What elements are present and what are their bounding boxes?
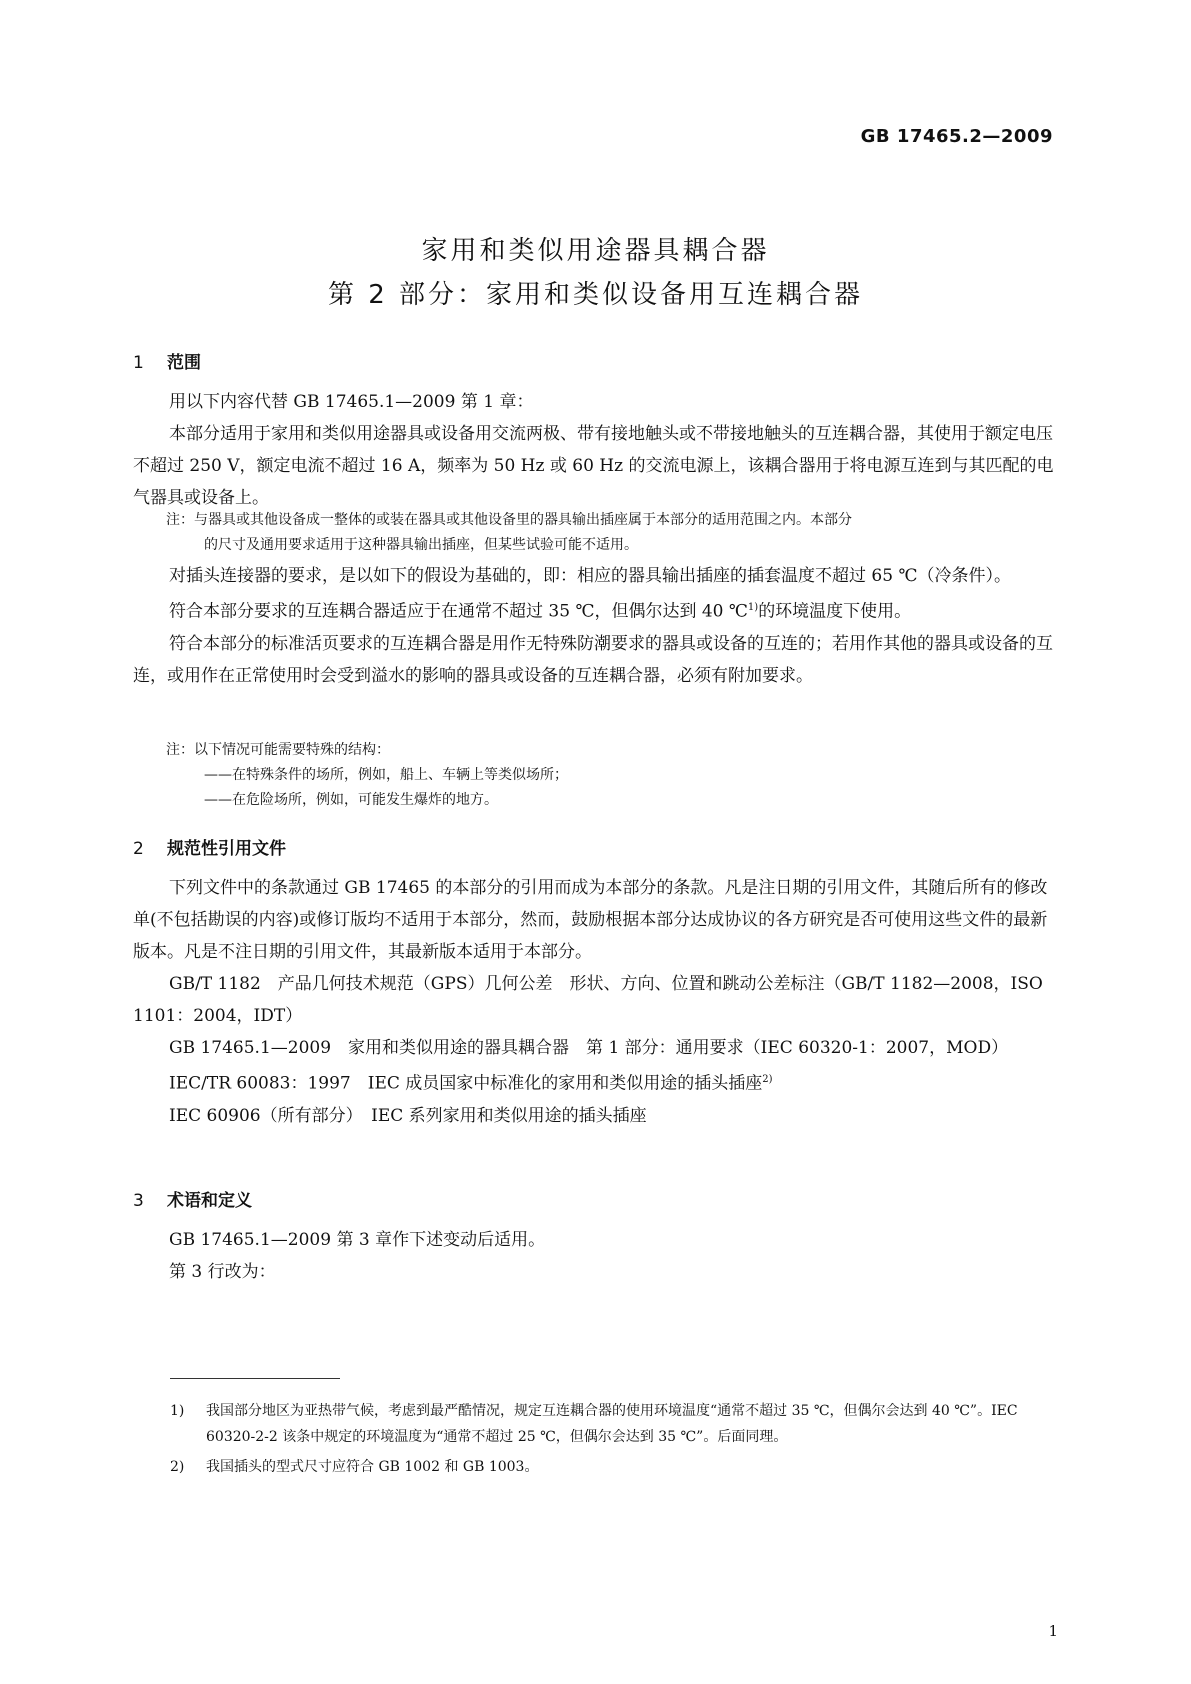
section-2-heading [133, 834, 286, 859]
footnote-text: 我国插头的型式尺寸应符合 GB 1002 和 GB 1003。 [206, 1459, 539, 1475]
paragraph: GB 17465.1—2009 第 3 章作下述变动后适用。 [169, 1230, 546, 1250]
footnote [170, 1398, 1060, 1450]
section-title: 规范性引用文件 [167, 839, 286, 859]
reference-item: IEC 60906（所有部分） IEC 系列家用和类似用途的插头插座 [169, 1105, 647, 1126]
note-list-item: ——在特殊条件的场所，例如，船上、车辆上等类似场所； [204, 767, 568, 783]
section-title: 范围 [167, 353, 201, 373]
section-number: 3 [133, 1191, 144, 1211]
note-text-continued: 的尺寸及通用要求适用于这种器具输出插座，但某些试验可能不适用。 [204, 537, 638, 553]
section-title: 术语和定义 [167, 1191, 252, 1211]
footnote-text: 我国部分地区为亚热带气候，考虑到最严酷情况，规定互连耦合器的使用环境温度“通常不超过 35 ℃，但偶尔会达到 40 ℃”。IEC 60320-2-2 该条中规定的环境温度为“通常不超过 25 ℃，但偶尔会达到 35 ℃”。后面同理。 [206, 1403, 1018, 1445]
paragraph-text: 的环境温度下使用。 [758, 601, 912, 622]
footnote-ref: 1) [747, 602, 759, 613]
note-text: 注：以下情况可能需要特殊的结构： [166, 742, 390, 758]
section-1-body-cont [133, 560, 1059, 692]
section-number: 1 [133, 353, 144, 373]
paragraph: 第 3 行改为： [169, 1262, 276, 1282]
paragraph: 符合本部分的标准活页要求的互连耦合器是用作无特殊防潮要求的器具或设备的互连的；若用作其他的器具或设备的互连，或用作在正常使用时会受到溢水的影响的器具或设备的互连耦合器，必须有附加要求。 [133, 633, 1053, 686]
paragraph: 下列文件中的条款通过 GB 17465 的本部分的引用而成为本部分的条款。凡是注日期的引用文件，其随后所有的修改单(不包括勘误的内容)或修订版均不适用于本部分，然而，鼓励根据本部分达成协议的各方研究是否可使用这些文件的最新版本。凡是不注日期的引用文件，其最新版本适用于本部分。 [133, 878, 1048, 962]
section-1-heading [133, 348, 201, 373]
footnotes [170, 1398, 1060, 1480]
reference-item [133, 1064, 1059, 1100]
paragraph-text: 符合本部分要求的互连耦合器适应于在通常不超过 35 ℃，但偶尔达到 40 ℃ [169, 601, 748, 622]
note-text: 注：与器具或其他设备成一整体的或装在器具或其他设备里的器具输出插座属于本部分的适用范围之内。本部分 [166, 512, 852, 528]
paragraph: 用以下内容代替 GB 17465.1—2009 第 1 章： [169, 392, 534, 412]
section-3-body [133, 1224, 1059, 1288]
page-number: 1 [1048, 1622, 1058, 1640]
section-1-body [133, 386, 1059, 514]
section-number: 2 [133, 839, 144, 859]
paragraph: 对插头连接器的要求，是以如下的假设为基础的，即：相应的器具输出插座的插套温度不超过 65 ℃（冷条件）。 [169, 566, 1011, 586]
note [166, 738, 1059, 813]
reference-text: IEC/TR 60083：1997 IEC 成员国家中标准化的家用和类似用途的插头插座 [169, 1073, 763, 1094]
footnote [170, 1454, 1060, 1480]
footnote-separator [170, 1378, 340, 1379]
document-title: 家用和类似用途器具耦合器 [421, 236, 770, 266]
reference-item: GB/T 1182 产品几何技术规范（GPS）几何公差 形状、方向、位置和跳动公差标注（GB/T 1182—2008，ISO 1101：2004，IDT） [133, 974, 1043, 1026]
section-3-heading [133, 1186, 252, 1211]
footnote-ref: 2) [762, 1074, 773, 1085]
footnote-mark: 2) [170, 1459, 185, 1475]
footnote-mark: 1) [170, 1403, 185, 1419]
note [166, 508, 1059, 558]
reference-item: GB 17465.1—2009 家用和类似用途的器具耦合器 第 1 部分：通用要求（IEC 60320-1：2007，MOD） [169, 1038, 1009, 1058]
standard-number: GB 17465.2—2009 [860, 126, 1053, 147]
section-2-body [133, 872, 1059, 1132]
paragraph: 本部分适用于家用和类似用途器具或设备用交流两极、带有接地触头或不带接地触头的互连耦合器，其使用于额定电压不超过 250 V，额定电流不超过 16 A，频率为 50 Hz 或 60 Hz 的交流电源上，该耦合器用于将电源互连到与其匹配的电气器具或设备上。 [133, 424, 1054, 508]
document-subtitle: 第 2 部分：家用和类似设备用互连耦合器 [327, 280, 864, 310]
paragraph [133, 592, 1059, 628]
note-list-item: ——在危险场所，例如，可能发生爆炸的地方。 [204, 792, 498, 808]
